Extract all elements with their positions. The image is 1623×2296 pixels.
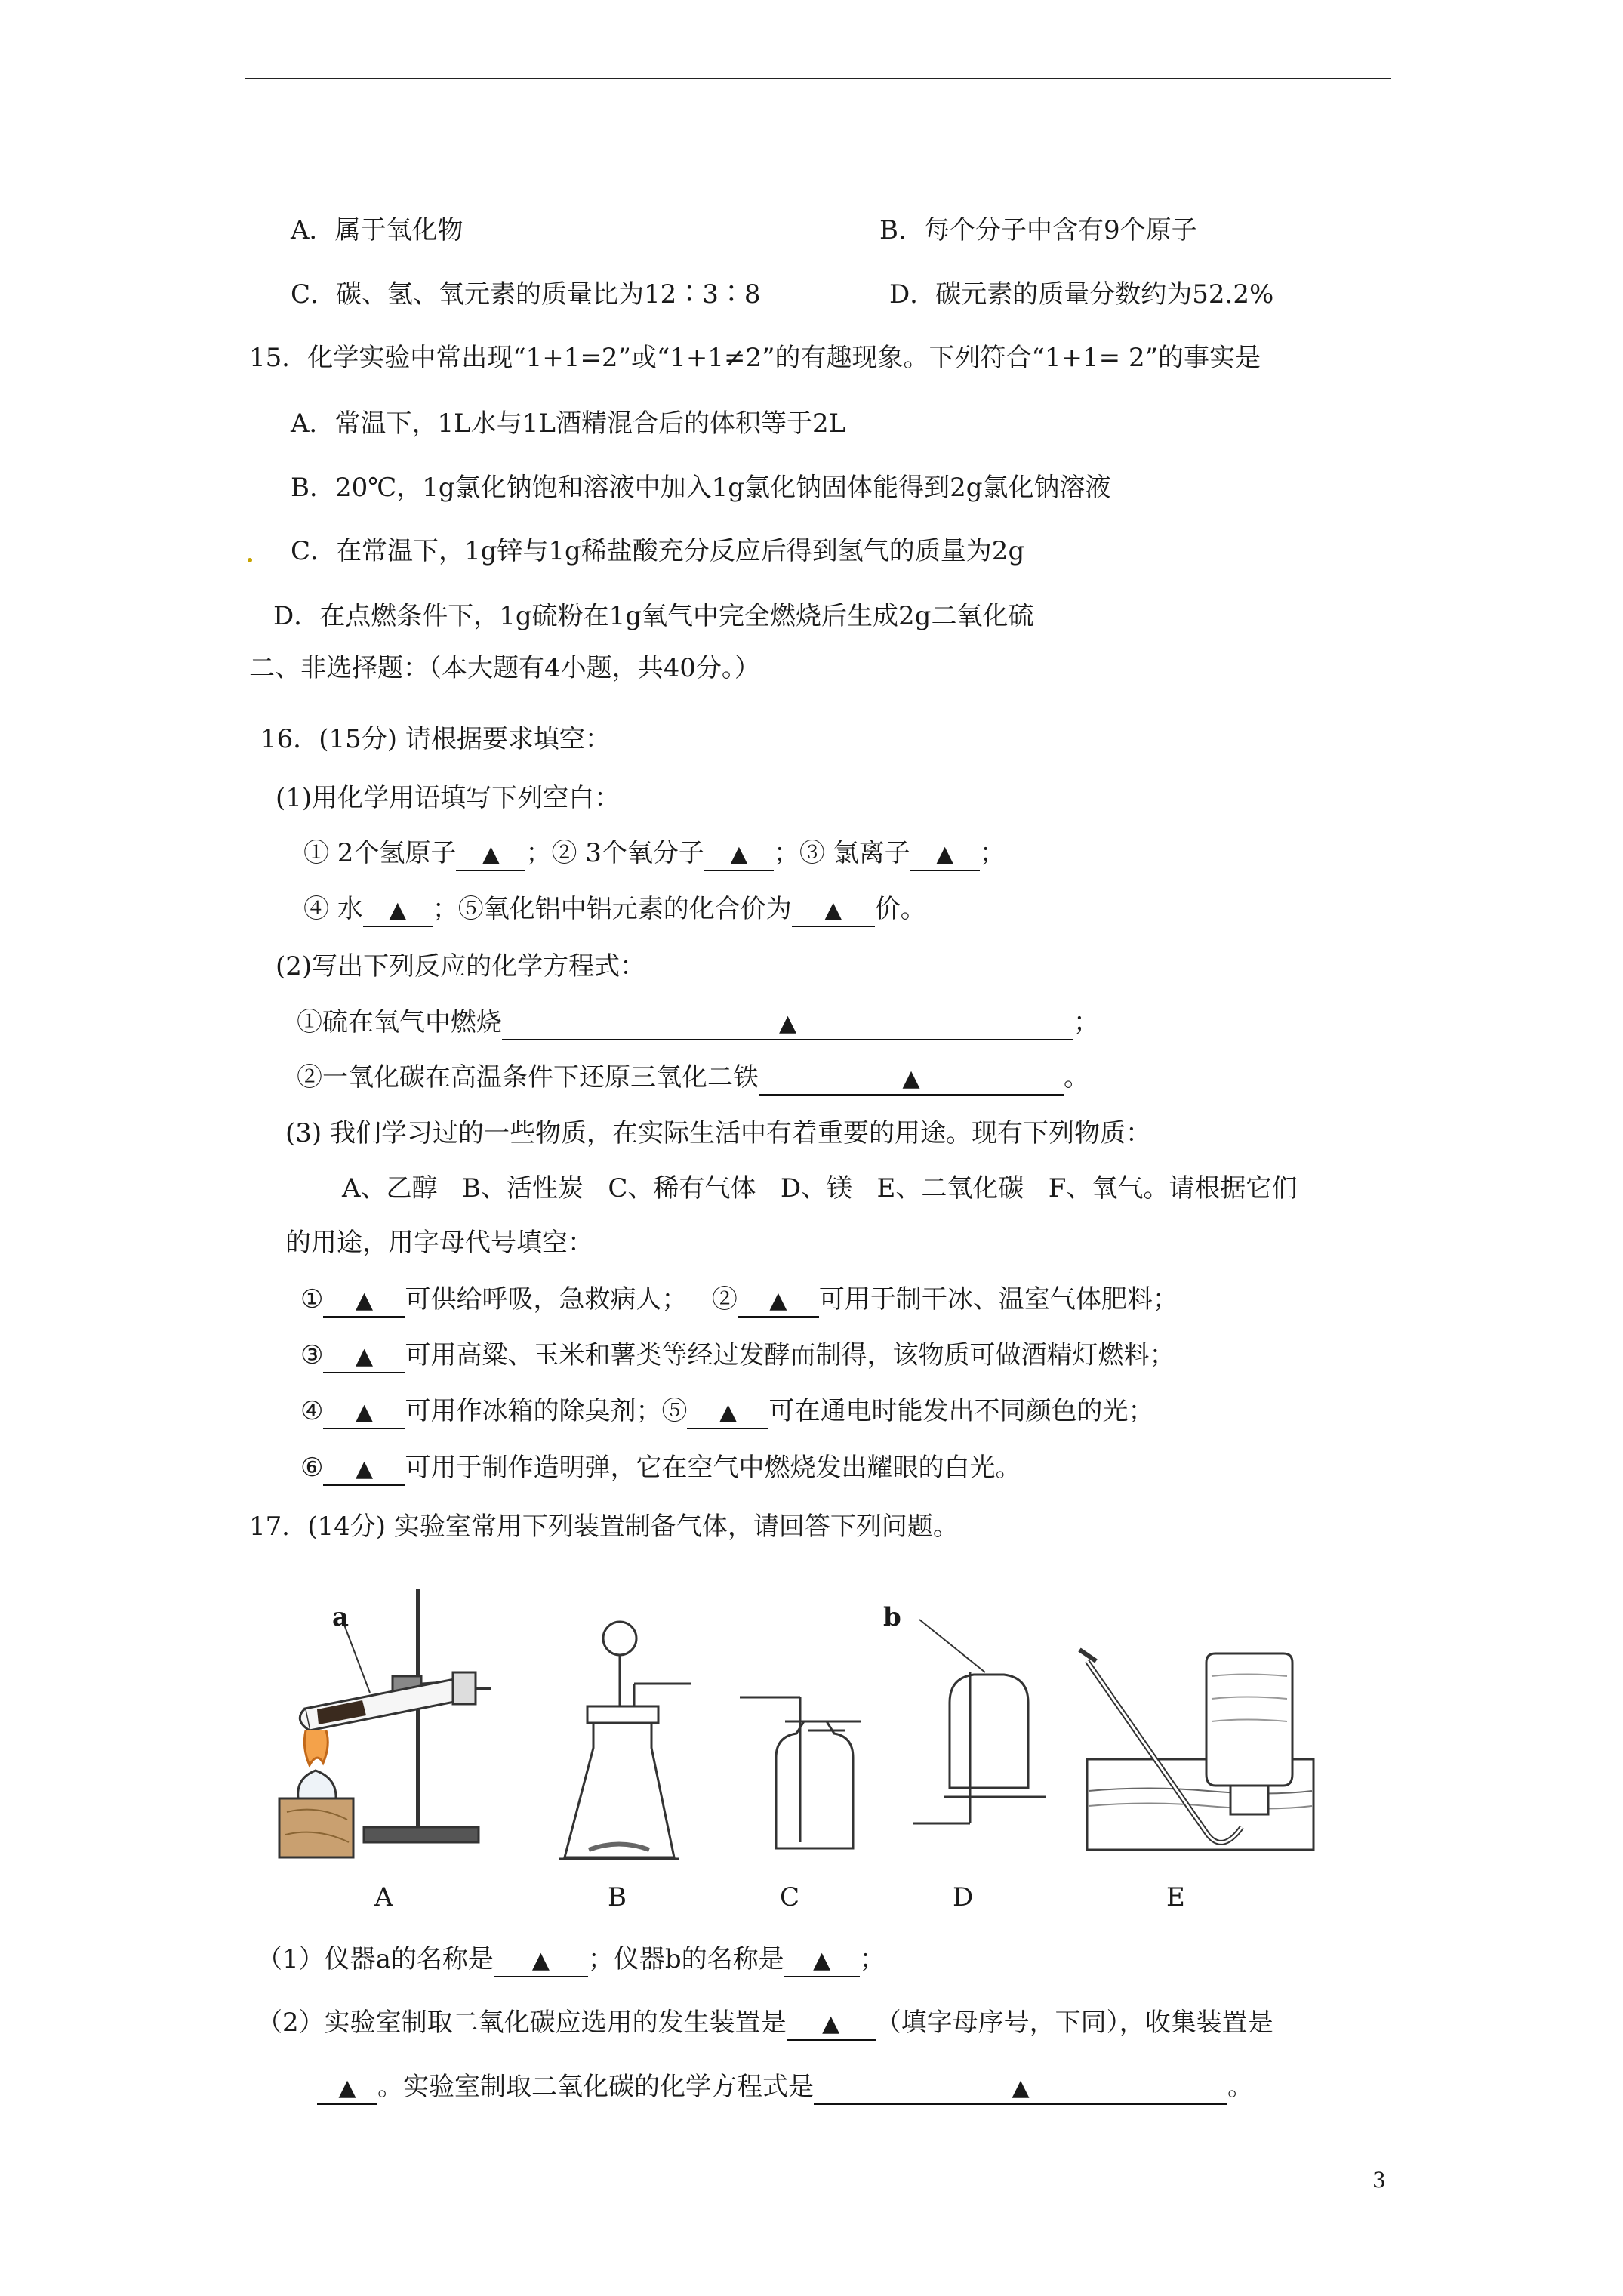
apparatus-c-label: C xyxy=(780,1882,800,1912)
answer-blank[interactable]: ▲ xyxy=(323,1453,405,1486)
answer-blank[interactable]: ▲ xyxy=(363,894,433,927)
answer-blank[interactable]: ▲ xyxy=(787,2008,876,2041)
answer-blank[interactable]: ▲ xyxy=(687,1396,768,1429)
answer-blank[interactable]: ▲ xyxy=(502,1007,1073,1040)
page-number: 3 xyxy=(1372,2168,1386,2193)
q17-sub2-line2: ▲ 。实验室制取二氧化碳的化学方程式是 ▲ 。 xyxy=(317,2069,1253,2105)
apparatus-c-figure xyxy=(740,1697,861,1848)
answer-blank[interactable]: ▲ xyxy=(323,1396,405,1429)
q16-use-line4: ⑥ ▲ 可用于制作造明弹，它在空气中燃烧发出耀眼的白光。 xyxy=(300,1450,1021,1486)
answer-blank[interactable]: ▲ xyxy=(317,2072,377,2105)
answer-blank[interactable]: ▲ xyxy=(323,1284,405,1318)
answer-blank[interactable]: ▲ xyxy=(738,1284,819,1318)
q15-option-d: D．在点燃条件下，1g硫粉在1g氧气中完全燃烧后生成2g二氧化硫 xyxy=(273,601,1034,631)
answer-blank[interactable]: ▲ xyxy=(759,1062,1064,1096)
apparatus-e-label: E xyxy=(1166,1882,1185,1912)
answer-blank[interactable]: ▲ xyxy=(323,1340,405,1373)
q14-option-c: C．碳、氢、氧元素的质量比为12∶3∶8 xyxy=(291,279,761,310)
apparatus-b-label: B xyxy=(608,1882,627,1912)
q15-option-b: B．20℃，1g氯化钠饱和溶液中加入1g氯化钠固体能得到2g氯化钠溶液 xyxy=(291,473,1111,503)
apparatus-d-label: D xyxy=(953,1882,974,1912)
answer-blank[interactable]: ▲ xyxy=(814,2072,1227,2105)
q16-part2-line1: ①硫在氧气中燃烧 ▲ ； xyxy=(297,1004,1099,1040)
q15-option-a: A．常温下，1L水与1L酒精混合后的体积等于2L xyxy=(291,408,846,439)
q16-stem: 16．(15分) 请根据要求填空： xyxy=(260,724,611,754)
answer-blank[interactable]: ▲ xyxy=(792,894,875,927)
q17-sub2-line1: （2）实验室制取二氧化碳应选用的发生装置是 ▲ （填字母序号，下同），收集装置是 xyxy=(257,2005,1273,2041)
q16-part3: (3) 我们学习过的一些物质，在实际生活中有着重要的用途。现有下列物质： xyxy=(285,1118,1151,1148)
answer-blank[interactable]: ▲ xyxy=(456,838,525,871)
apparatus-a-label: A xyxy=(374,1882,393,1912)
q16-use-line2: ③ ▲ 可用高粱、玉米和薯类等经过发酵而制得，该物质可做酒精灯燃料； xyxy=(300,1337,1175,1373)
answer-blank[interactable]: ▲ xyxy=(910,838,980,871)
q14-option-b: B．每个分子中含有9个原子 xyxy=(879,215,1197,245)
apparatus-d-figure xyxy=(913,1620,1046,1823)
q15-option-c: C．在常温下，1g锌与1g稀盐酸充分反应后得到氢气的质量为2g xyxy=(291,536,1025,566)
q16-use-line3: ④ ▲ 可用作冰箱的除臭剂；⑤ ▲ 可在通电时能发出不同颜色的光； xyxy=(300,1393,1153,1429)
q17-sub1: （1）仪器a的名称是 ▲ ；仪器b的名称是 ▲ ； xyxy=(257,1941,885,1977)
q15-stem: 15．化学实验中常出现“1+1=2”或“1+1≠2”的有趣现象。下列符合“1+1= 2”的事实是 xyxy=(249,343,1261,373)
section-heading: 二、非选择题：（本大题有4小题，共40分。） xyxy=(249,653,760,683)
q16-part3-tail: 的用途，用字母代号填空： xyxy=(285,1228,593,1258)
q16-part1-line1: ① 2个氢原子 ▲ ；② 3个氧分子 ▲ ；③ 氯离子 ▲ ； xyxy=(303,835,1006,871)
label-instrument-a: a xyxy=(332,1602,350,1632)
apparatus-e-figure xyxy=(1079,1650,1313,1850)
q16-part2-line2: ②一氧化碳在高温条件下还原三氧化二铁 ▲ 。 xyxy=(297,1059,1089,1096)
q16-use-line1: ① ▲ 可供给呼吸，急救病人； ② ▲ 可用于制干冰、温室气体肥料； xyxy=(300,1281,1178,1318)
answer-blank[interactable]: ▲ xyxy=(784,1944,860,1977)
q17-stem: 17．(14分) 实验室常用下列装置制备气体，请回答下列问题。 xyxy=(249,1512,959,1542)
apparatus-b-figure xyxy=(559,1622,691,1859)
q14-option-a: A．属于氧化物 xyxy=(291,215,463,245)
label-instrument-b: b xyxy=(883,1602,901,1632)
apparatus-a-figure xyxy=(279,1589,491,1857)
q16-part2: (2)写出下列反应的化学方程式： xyxy=(276,951,646,982)
q14-option-d: D．碳元素的质量分数约为52.2% xyxy=(889,279,1274,310)
q16-part3-list: A、乙醇 B、活性炭 C、稀有气体 D、镁 E、二氧化碳 F、氧气。请根据它们 xyxy=(342,1173,1298,1203)
answer-blank[interactable]: ▲ xyxy=(494,1944,588,1977)
q16-part1: (1)用化学用语填写下列空白： xyxy=(276,783,621,813)
answer-blank[interactable]: ▲ xyxy=(704,838,774,871)
q16-part1-line2: ④ 水 ▲ ；⑤氧化铝中铝元素的化合价为 ▲ 价。 xyxy=(303,891,926,927)
